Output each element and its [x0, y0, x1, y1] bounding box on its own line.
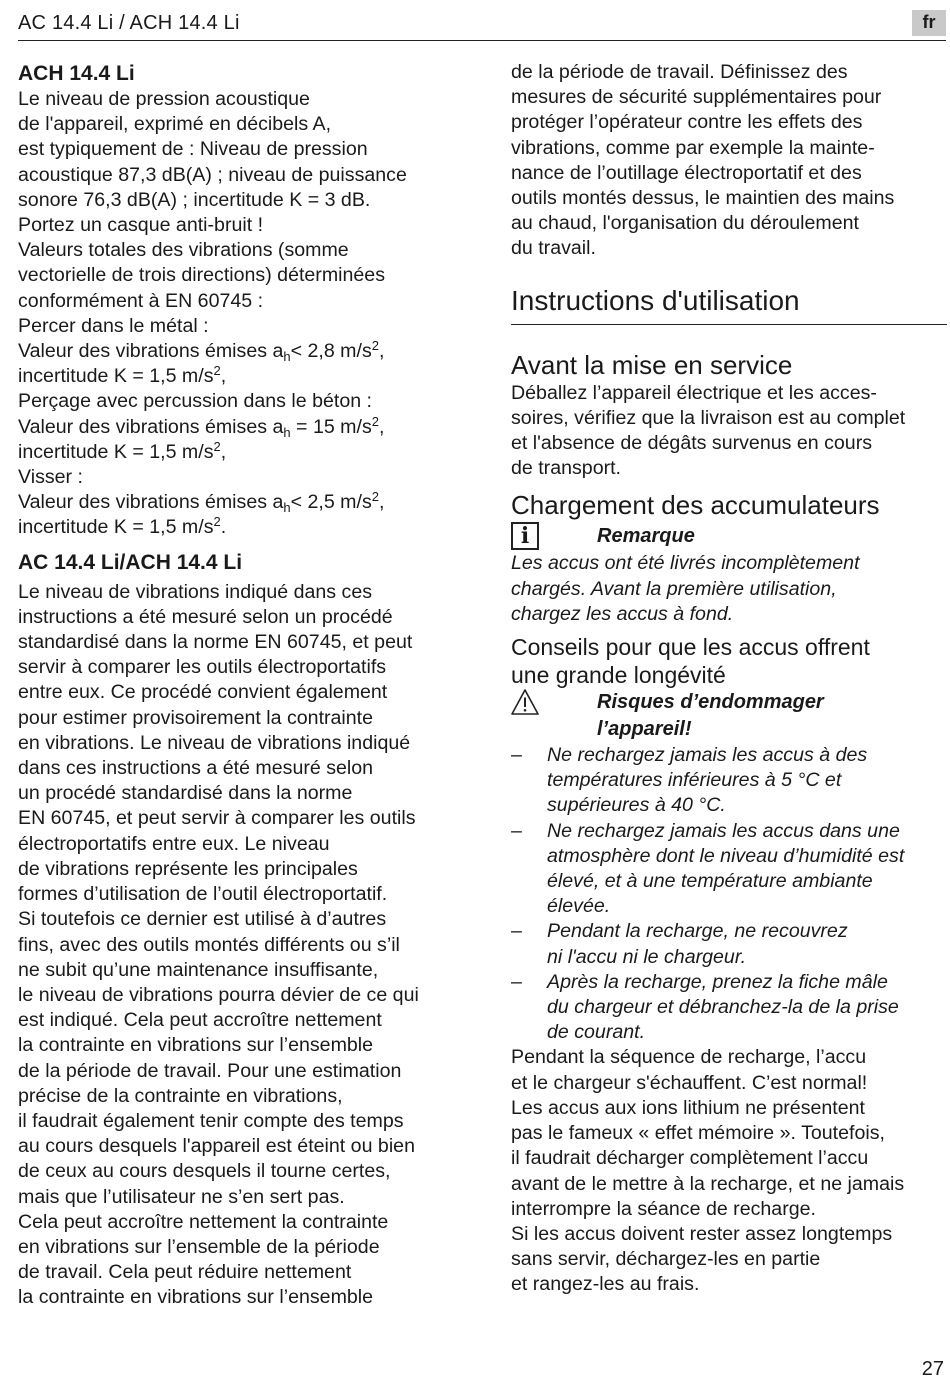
text-line: températures inférieures à 5 °C et	[547, 769, 842, 792]
heading-instructions: Instructions d'utilisation	[511, 284, 947, 325]
text-line: sonore 76,3 dB(A) ; incertitude K = 3 dB.	[18, 188, 371, 211]
text-line: acoustique 87,3 dB(A) ; niveau de puissance	[18, 163, 407, 186]
header-title: AC 14.4 Li / ACH 14.4 Li	[18, 12, 240, 34]
text-line: atmosphère dont le niveau d’humidité est	[547, 844, 905, 867]
text-line: interrompre la séance de recharge.	[511, 1197, 816, 1220]
text-line: formes d’utilisation de l’outil électroportatif.	[18, 883, 388, 906]
visser-label: Visser :	[18, 466, 83, 489]
heading-chargement: Chargement des accumulateurs	[511, 490, 880, 521]
avant-text	[511, 381, 947, 482]
info-box-icon: i	[511, 522, 539, 550]
text-line: vectorielle de trois directions) déterminées	[18, 264, 386, 287]
warning-list	[511, 743, 947, 1045]
text-line: l’appareil!	[597, 718, 692, 741]
text-line: en vibrations. Le niveau de vibrations indiqué	[18, 731, 411, 754]
text-line: outils montés dessus, le maintien des mains	[511, 187, 895, 210]
text-line: est typiquement de : Niveau de pression	[18, 138, 368, 161]
text-line: fins, avec des outils montés différents ou s’il	[18, 933, 400, 956]
warning-row	[511, 689, 947, 743]
text-line: de travail. Cela peut réduire nettement	[18, 1261, 352, 1284]
text-line: au cours desquels l'appareil est éteint ou bien	[18, 1135, 415, 1158]
text-line: la contrainte en vibrations sur l’ensemble	[18, 1286, 374, 1309]
page-header	[18, 10, 946, 41]
text-line: standardisé dans la norme EN 60745, et peut	[18, 631, 413, 654]
text-line: du travail.	[511, 237, 596, 260]
text-line: un procédé standardisé dans la norme	[18, 782, 353, 805]
text-line: pas le fameux « effet mémoire ». Toutefois,	[511, 1122, 885, 1145]
text-line: sans servir, déchargez-les en partie	[511, 1248, 821, 1271]
text-line: une grande longévité	[511, 662, 726, 689]
text-line: Si toutefois ce dernier est utilisé à d’autres	[18, 908, 387, 931]
continued-text	[511, 60, 947, 262]
list-item	[511, 819, 947, 920]
text-line: – Ne rechargez jamais les accus dans une	[547, 819, 900, 842]
text-line: il faudrait également tenir compte des temps	[18, 1109, 404, 1132]
text-line: servir à comparer les outils électroportatifs	[18, 656, 387, 679]
list-item	[511, 919, 947, 969]
text-line: Valeurs totales des vibrations (somme	[18, 239, 349, 262]
list-item	[511, 970, 947, 1046]
text-line: instructions a été mesuré selon un procédé	[18, 605, 393, 628]
vibration-concrete: Valeur des vibrations émises $a_h = 15$ $m/s^2$,	[18, 413, 385, 440]
text-line: dans ces instructions a été mesuré selon	[18, 757, 374, 780]
language-badge: fr	[912, 10, 946, 36]
text-line: mesures de sécurité supplémentaires pour	[511, 86, 882, 109]
uncertainty-concrete: incertitude K = 1,5 $m/s^2$,	[18, 438, 227, 463]
text-line: Cela peut accroître nettement la contrainte	[18, 1210, 389, 1233]
text-line: de la période de travail. Pour une estimation	[18, 1059, 402, 1082]
text-line: de transport.	[511, 457, 622, 480]
text-line: chargés. Avant la première utilisation,	[511, 577, 837, 600]
text-line: Les accus aux ions lithium ne présentent	[511, 1096, 865, 1119]
vibration-screw: Valeur des vibrations émises $a_h< 2,5$ $m/s^2$,	[18, 489, 385, 516]
text-line: élevée.	[547, 895, 611, 918]
uncertainty-screw: incertitude K = 1,5 $m/s^2$.	[18, 514, 227, 539]
text-line: vibrations, comme par exemple la mainte-	[511, 136, 875, 159]
text-line: entre eux. Ce procédé convient également	[18, 681, 388, 704]
page-number: 27	[921, 1358, 944, 1380]
heading-ach: ACH 14.4 Li	[18, 62, 135, 85]
text-line: est indiqué. Cela peut accroître nettement	[18, 1009, 382, 1032]
text-line: Déballez l’appareil électrique et les acces-	[511, 381, 877, 404]
text-line: le niveau de vibrations pourra dévier de ce qui	[18, 983, 419, 1006]
text-line: de vibrations représente les principales	[18, 857, 358, 880]
text-line: la contrainte en vibrations sur l’ensemble	[18, 1034, 374, 1057]
text-line: Si les accus doivent rester assez longtemps	[511, 1222, 893, 1245]
text-line: Le niveau de pression acoustique	[18, 88, 310, 110]
text-line: précise de la contrainte en vibrations,	[18, 1084, 343, 1107]
text-line: de l'appareil, exprimé en décibels A,	[18, 113, 332, 136]
charging-tail-text	[511, 1045, 947, 1297]
note-row	[511, 521, 947, 551]
text-line: Pendant la séquence de recharge, l’accu	[511, 1046, 867, 1069]
text-line: ne subit qu’une maintenance insuffisante,	[18, 958, 379, 981]
note-label: Remarque	[597, 524, 695, 547]
text-line: en vibrations sur l’ensemble de la période	[18, 1235, 380, 1258]
text-line: Risques d’endommager	[597, 691, 824, 714]
text-line: supérieures à 40 °C.	[547, 794, 726, 817]
text-line: avant de le mettre à la recharge, et ne jamais	[511, 1172, 905, 1195]
text-line: de la période de travail. Définissez des	[511, 61, 848, 83]
warning-text	[597, 689, 824, 743]
text-line: conformément à EN 60745 :	[18, 289, 264, 312]
heading-conseils	[511, 633, 947, 689]
list-item	[511, 743, 947, 819]
text-line: nance de l’outillage électroportatif et des	[511, 161, 862, 184]
text-line: protéger l’opérateur contre les effets des	[511, 111, 863, 134]
text-line: pour estimer provisoirement la contrainte	[18, 706, 374, 729]
left-column	[18, 60, 458, 1311]
text-line: soires, vérifiez que la livraison est au complet	[511, 406, 906, 429]
text-line: Les accus ont été livrés incomplètement	[511, 552, 860, 575]
text-line: chargez les accus à fond.	[511, 602, 734, 625]
text-line: Portez un casque anti-bruit !	[18, 214, 264, 237]
text-line: et le chargeur s'échauffent. C’est normal!	[511, 1071, 868, 1094]
right-column	[511, 60, 947, 1298]
text-line: il faudrait décharger complètement l’accu	[511, 1147, 869, 1170]
text-line: électroportatifs entre eux. Le niveau	[18, 832, 330, 855]
vibration-body-text	[18, 580, 458, 1311]
text-line: mais que l’utilisateur ne s’en sert pas.	[18, 1185, 345, 1208]
text-line: Conseils pour que les accus offrent	[511, 634, 870, 661]
warning-triangle-icon	[511, 689, 597, 743]
text-line: de ceux au cours desquels il tourne certes,	[18, 1160, 391, 1183]
heading-ac-ach: AC 14.4 Li/ACH 14.4 Li	[18, 550, 243, 574]
text-line: ni l'accu ni le chargeur.	[547, 945, 747, 968]
heading-avant: Avant la mise en service	[511, 349, 793, 380]
text-line: – Ne rechargez jamais les accus à des	[547, 744, 868, 767]
percussion-label: Perçage avec percussion dans le béton :	[18, 390, 372, 413]
text-line: Percer dans le métal :	[18, 314, 209, 337]
text-line: EN 60745, et peut servir à comparer les outils	[18, 807, 416, 830]
noise-lines	[18, 87, 458, 339]
text-line: au chaud, l'organisation du déroulement	[511, 212, 859, 235]
text-line: – Après la recharge, prenez la fiche mâle	[547, 970, 888, 993]
vibration-metal: Valeur des vibrations émises $a_h< 2,8$ $m/s^2$,	[18, 338, 385, 365]
text-line: et rangez-les au frais.	[511, 1273, 700, 1296]
text-line: et l'absence de dégâts survenus en cours	[511, 432, 873, 455]
text-line: Le niveau de vibrations indiqué dans ces	[18, 580, 373, 603]
note-text	[511, 551, 947, 627]
text-line: élevé, et à une température ambiante	[547, 870, 873, 893]
text-line: de courant.	[547, 1021, 646, 1044]
text-line: – Pendant la recharge, ne recouvrez	[547, 920, 848, 943]
text-line: du chargeur et débranchez-la de la prise	[547, 996, 899, 1019]
uncertainty-metal: incertitude K = 1,5 $m/s^2$,	[18, 363, 227, 388]
